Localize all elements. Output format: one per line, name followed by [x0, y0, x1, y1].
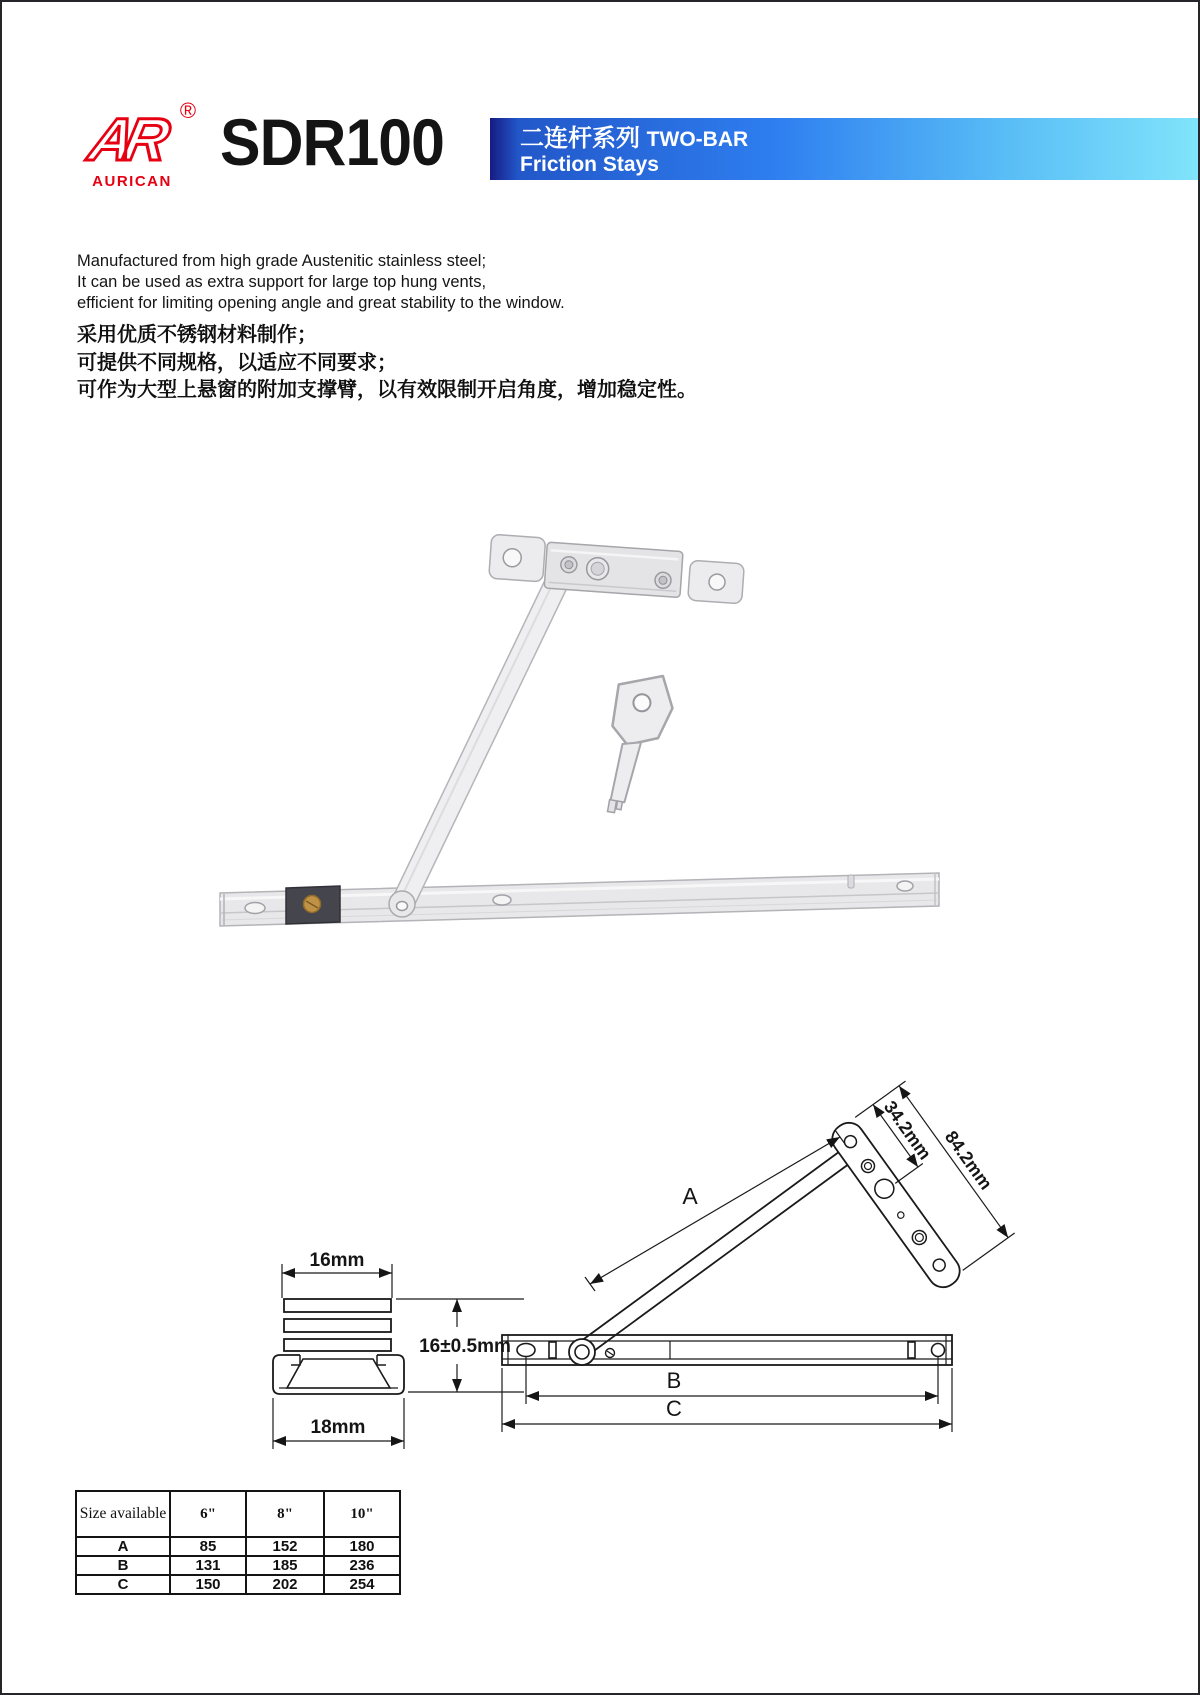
- dim-34mm-label: 34.2mm: [879, 1097, 936, 1164]
- support-arm: [392, 553, 579, 908]
- pivot-rivet: [389, 891, 415, 917]
- dim-height-label: 16±0.5mm: [419, 1336, 511, 1357]
- cell: 236: [324, 1556, 400, 1575]
- dim-18mm-label: 18mm: [310, 1417, 366, 1438]
- model-number: SDR100: [220, 105, 444, 179]
- cell: 180: [324, 1537, 400, 1556]
- technical-drawing: [242, 1052, 1192, 1462]
- product-line-title: Friction Stays: [520, 153, 659, 176]
- aurican-logo: [74, 96, 206, 192]
- rail-hole: [493, 895, 511, 905]
- desc-line: 可提供不同规格，以适应不同要求；: [77, 351, 397, 374]
- slide-rail: [220, 873, 939, 926]
- size-table-header-row: [76, 1491, 400, 1537]
- series-title-en: TWO-BAR: [646, 128, 749, 151]
- row-label: B: [76, 1556, 170, 1575]
- dim-b-label: B: [666, 1368, 682, 1393]
- desc-line: It can be used as extra support for large top hung vents,: [77, 273, 487, 291]
- dim-84mm-label: 84.2mm: [940, 1127, 997, 1194]
- top-bracket: [488, 534, 745, 604]
- table-row: [76, 1556, 400, 1575]
- cell: 150: [170, 1575, 246, 1594]
- dim-a-label: A: [682, 1183, 698, 1209]
- size-table: [75, 1490, 401, 1595]
- size-table-header: 10": [324, 1491, 400, 1537]
- row-label: A: [76, 1537, 170, 1556]
- size-table-header: Size available: [76, 1491, 170, 1537]
- cell: 152: [246, 1537, 324, 1556]
- rail-hole: [897, 881, 913, 891]
- logo-brand-name: AURICAN: [92, 173, 172, 190]
- dim-c-label: C: [666, 1396, 682, 1421]
- desc-line: Manufactured from high grade Austenitic stainless steel;: [77, 252, 487, 270]
- rail-notch: [848, 875, 854, 888]
- cell: 131: [170, 1556, 246, 1575]
- logo-monogram: AR: [83, 105, 167, 173]
- cell: 85: [170, 1537, 246, 1556]
- table-row: [76, 1575, 400, 1594]
- size-table-header: 8": [246, 1491, 324, 1537]
- series-title-zh: 二连杆系列: [520, 125, 640, 152]
- side-view: [502, 1071, 1030, 1432]
- size-table-header: 6": [170, 1491, 246, 1537]
- desc-line: 可作为大型上悬窗的附加支撑臂，以有效限制开启角度，增加稳定性。: [77, 379, 697, 401]
- product-photo: [192, 442, 962, 1012]
- series-title: [520, 125, 1199, 153]
- cell: 254: [324, 1575, 400, 1594]
- bracket-view: [826, 1071, 1029, 1293]
- bracket-hole: [503, 548, 522, 567]
- series-banner: [490, 118, 1199, 180]
- table-row: [76, 1537, 400, 1556]
- locking-key: [597, 669, 678, 820]
- description-chinese: [77, 322, 697, 405]
- cell: 202: [246, 1575, 324, 1594]
- rail-hole: [245, 903, 265, 914]
- desc-line: efficient for limiting opening angle and great stability to the window.: [77, 294, 565, 312]
- description-english: [77, 251, 565, 314]
- dim-16mm-label: 16mm: [309, 1250, 365, 1271]
- row-label: C: [76, 1575, 170, 1594]
- registered-icon: ®: [179, 98, 197, 123]
- bracket-hole: [708, 574, 725, 591]
- cell: 185: [246, 1556, 324, 1575]
- desc-line: 采用优质不锈钢材料制作；: [77, 324, 317, 346]
